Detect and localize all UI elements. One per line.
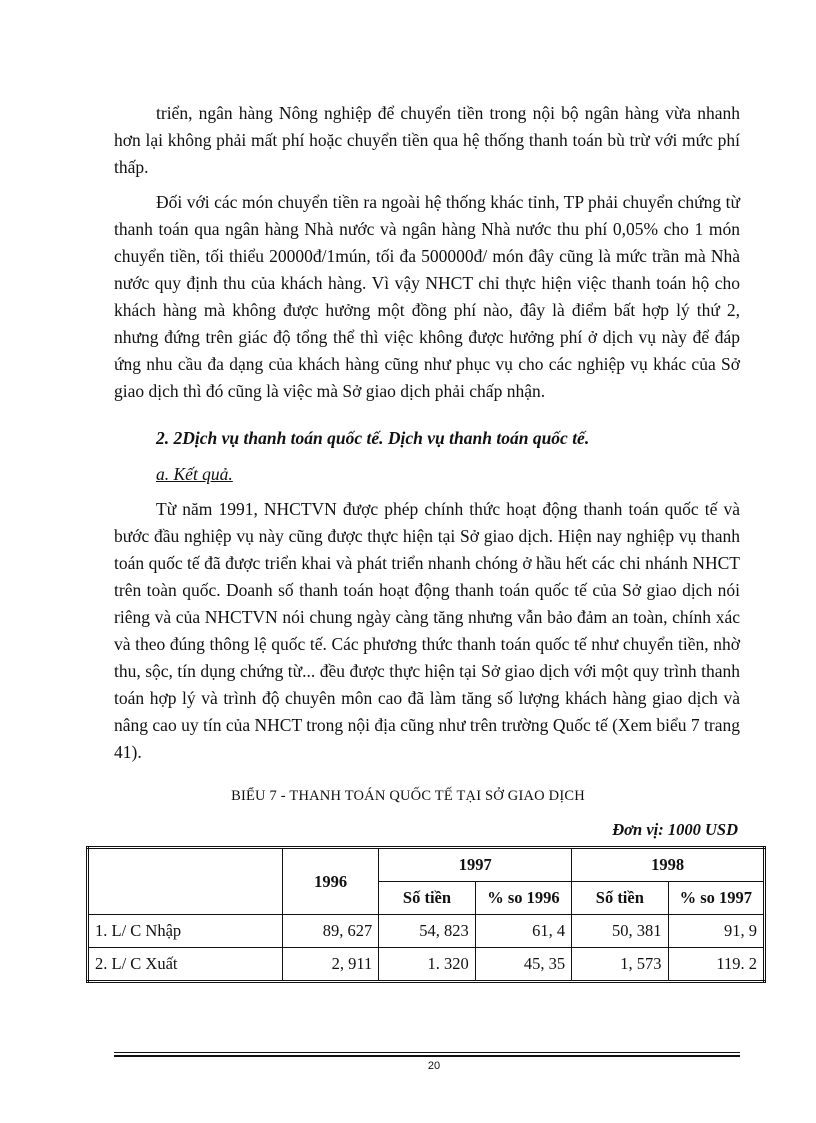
row-label: 2. L/ C Xuất [88,948,283,982]
cell-1996: 89, 627 [282,915,378,948]
section-heading: 2. 2Dịch vụ thanh toán quốc tế. Dịch vụ thanh toán quốc tế. [156,428,590,448]
table-unit: Đơn vị: 1000 USD [612,820,738,839]
subheader-amount-1998: Số tiền [572,882,668,915]
header-1996: 1996 [282,848,378,915]
table-corner-cell [88,848,283,915]
row-label: 1. L/ C Nhập [88,915,283,948]
table-title: BIỂU 7 - THANH TOÁN QUỐC TẾ TẠI SỞ GIAO DỊCH [231,788,585,804]
subsection-heading: a. Kết quả. [156,464,233,484]
cell-1996: 2, 911 [282,948,378,982]
header-1997: 1997 [379,848,572,882]
cell-1997-amount: 1. 320 [379,948,475,982]
table-row [88,915,765,948]
footer-rule [114,1052,740,1057]
paragraph-interprovince-transfer: Đối với các món chuyển tiền ra ngoài hệ thống khác tỉnh, TP phải chuyển chứng từ thanh toán qua ngân hàng Nhà nước và ngân hàng Nhà nước thu phí 0,05% cho 1 món chuyển tiền, tối thiểu 20000đ/1mún, tối đa 500000đ/ món đây cũng là mức trần mà Nhà nước quy định thu của khách hàng. Vì vậy NHCT chỉ thực hiện việc thanh toán hộ cho khách hàng mà không được hưởng một đồng phí nào, đây là điểm bất hợp lý thứ 2, nhưng đứng trên giác độ tổng thể thì việc không được hưởng phí ở dịch vụ này để đáp ứng nhu cầu đa dạng của khách hàng cũng như phục vụ cho các nghiệp vụ khác của Sở giao dịch thì đó cũng là việc mà Sở giao dịch phải chấp nhận. [114,192,740,401]
subheader-pct-1997: % so 1996 [475,882,571,915]
subheader-amount-1997: Số tiền [379,882,475,915]
cell-1998-pct: 119. 2 [668,948,764,982]
paragraph-results: Từ năm 1991, NHCTVN được phép chính thức hoạt động thanh toán quốc tế và bước đầu nghiệp vụ này cũng được thực hiện tại Sở giao dịch. Hiện nay nghiệp vụ thanh toán quốc tế đã được triển khai và phát triển nhanh chóng ở hầu hết các chi nhánh NHCT trên toàn quốc. Doanh số thanh toán hoạt động thanh toán quốc tế của Sở giao dịch nói riêng và của NHCTVN nói chung ngày càng tăng nhưng vẫn bảo đảm an toàn, chính xác và theo đúng thông lệ quốc tế. Các phương thức thanh toán quốc tế như chuyển tiền, nhờ thu, sộc, tín dụng chứng từ... đều được thực hiện tại Sở giao dịch với một quy trình thanh toán hợp lý và trình độ chuyên môn cao đã làm tăng số lượng khách hàng giao dịch và nâng cao uy tín của NHCT trong nội địa cũng như trên trường Quốc tế (Xem biểu 7 trang 41). [114,499,740,762]
international-payment-table [86,846,766,983]
paragraph-continuation: triển, ngân hàng Nông nghiệp để chuyển tiền trong nội bộ ngân hàng vừa nhanh hơn lại không phải mất phí hoặc chuyển tiền qua hệ thống thanh toán bù trừ với mức phí thấp. [114,103,740,177]
cell-1997-amount: 54, 823 [379,915,475,948]
results-text [114,496,740,766]
subheader-pct-1998: % so 1997 [668,882,764,915]
intro-text [114,100,740,405]
cell-1997-pct: 45, 35 [475,948,571,982]
header-1998: 1998 [572,848,765,882]
cell-1998-amount: 1, 573 [572,948,668,982]
cell-1998-amount: 50, 381 [572,915,668,948]
page-number: 20 [427,1060,441,1072]
cell-1997-pct: 61, 4 [475,915,571,948]
cell-1998-pct: 91, 9 [668,915,764,948]
table-row [88,948,765,982]
